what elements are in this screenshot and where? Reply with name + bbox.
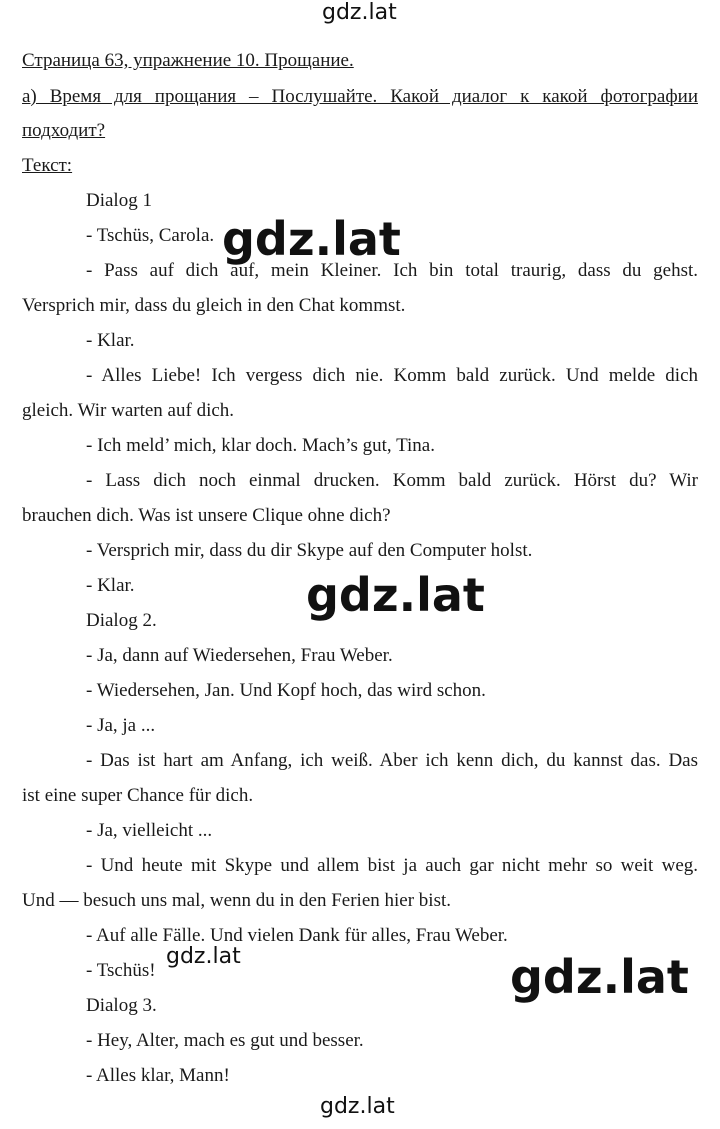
dialog-line: - Das ist hart am Anfang, ich weiß. Aber ich kenn dich, du kannst das. Das [86,750,698,771]
dialog-line: - Ja, vielleicht ... [86,820,213,841]
watermark-small: gdz.lat [166,944,241,969]
dialog-line: - Ja, dann auf Wiedersehen, Frau Weber. [86,645,393,666]
dialog-1-heading: Dialog 1 [86,190,152,211]
dialog-line: - Klar. [86,575,135,596]
dialog-line: - Tschüs, Carola. [86,225,215,246]
dialog-line: - Pass auf dich auf, mein Kleiner. Ich bin total traurig, dass du gehst. [86,260,698,281]
dialog-line: - Hey, Alter, mach es gut und besser. [86,1030,364,1051]
dialog-line: - Alles Liebe! Ich vergess dich nie. Komm bald zurück. Und melde dich [86,365,698,386]
dialog-line: - Und heute mit Skype und allem bist ja auch gar nicht mehr so weit weg. [86,855,698,876]
dialog-line: Versprich mir, dass du gleich in den Chat kommst. [22,295,406,316]
dialog-line: brauchen dich. Was ist unsere Clique ohne dich? [22,505,391,526]
dialog-line: - Ich meld’ mich, klar doch. Mach’s gut, Tina. [86,435,435,456]
dialog-line: - Auf alle Fälle. Und vielen Dank für alles, Frau Weber. [86,925,508,946]
dialog-line: gleich. Wir warten auf dich. [22,400,235,421]
text-label: Текст: [22,155,73,176]
page-exercise-heading: Страница 63, упражнение 10. Прощание. [22,50,354,71]
watermark-large: gdz.lat [510,950,689,1004]
dialog-3-heading: Dialog 3. [86,995,157,1016]
dialog-line: - Versprich mir, dass du dir Skype auf den Computer holst. [86,540,533,561]
dialog-line: - Wiedersehen, Jan. Und Kopf hoch, das wird schon. [86,680,486,701]
watermark-top: gdz.lat [322,0,397,25]
watermark-large: gdz.lat [306,568,485,622]
dialog-2-heading: Dialog 2. [86,610,157,631]
dialog-line: - Alles klar, Mann! [86,1065,230,1086]
dialog-line: - Lass dich noch einmal drucken. Komm bald zurück. Hörst du? Wir [86,470,698,491]
dialog-line: ist eine super Chance für dich. [22,785,254,806]
dialog-line: - Ja, ja ... [86,715,156,736]
watermark-large: gdz.lat [222,212,401,266]
watermark-bottom: gdz.lat [320,1094,395,1119]
task-line-2: подходит? [22,120,106,141]
dialog-line: - Klar. [86,330,135,351]
dialog-line: Und — besuch uns mal, wenn du in den Ferien hier bist. [22,890,452,911]
dialog-line: - Tschüs! [86,960,156,981]
task-line-1: а) Время для прощания – Послушайте. Какой диалог к какой фотографии [22,86,698,107]
